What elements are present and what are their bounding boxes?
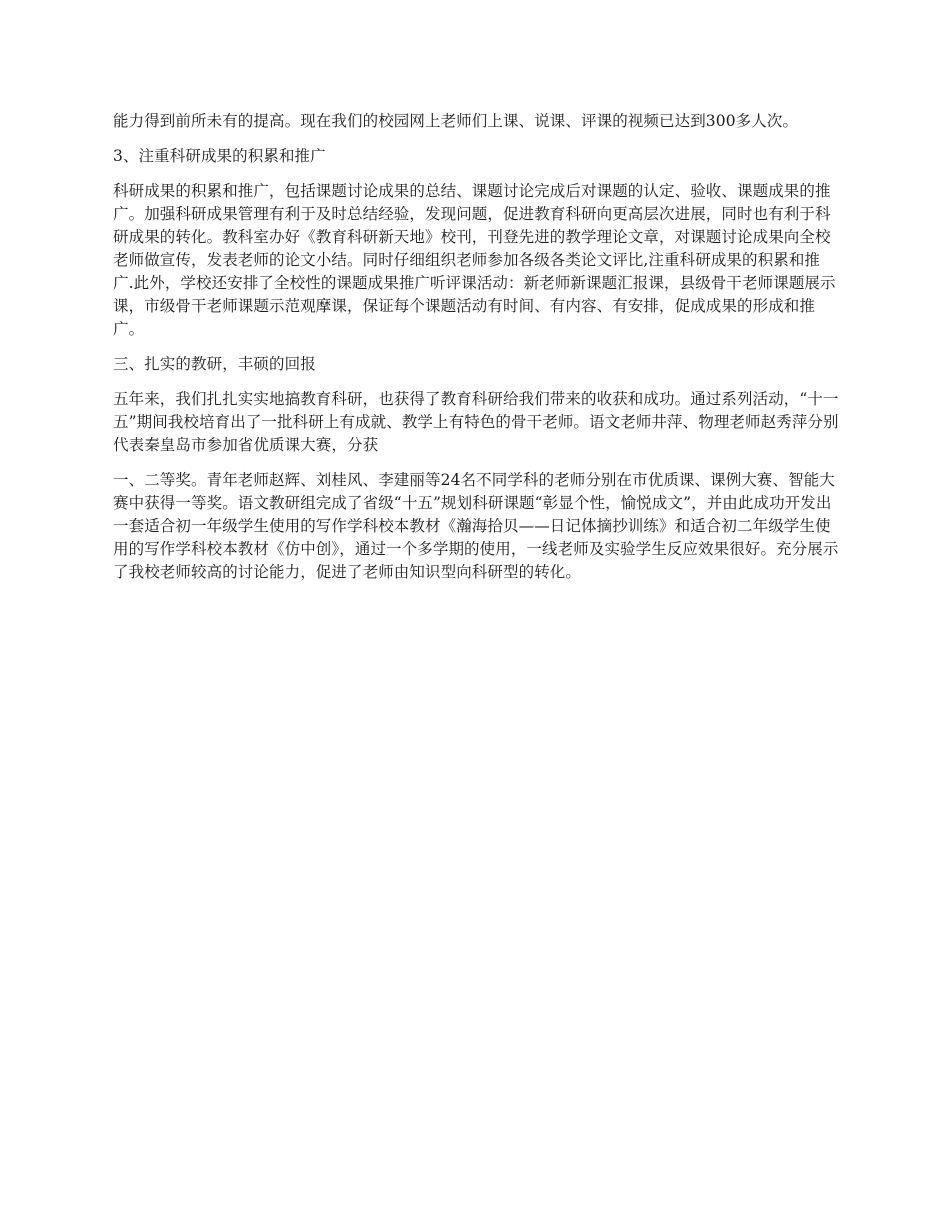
- document-page: [113, 110, 840, 596]
- paragraph-awards: 一、二等奖。青年老师赵辉、刘桂风、李建丽等24名不同学科的老师分别在市优质课、课例大赛、智能大赛中获得一等奖。语文教研组完成了省级“十五”规划科研课题“彰显个性，愉悦成文”，并由此成功开发出一套适合初一年级学生使用的写作学科校本教材《瀚海拾贝——日记体摘抄训练》和适合初二年级学生使用的写作学科校本教材《仿中创》，通过一个多学期的使用，一线老师及实验学生反应效果很好。充分展示了我校老师较高的讨论能力，促进了老师由知识型向科研型的转化。: [113, 471, 839, 581]
- section-heading-teaching-research: 三、扎实的教研，丰硕的回报: [113, 355, 316, 373]
- paragraph-five-years: 五年来，我们扎扎实实地搞教育科研，也获得了教育科研给我们带来的收获和成功。通过系列活动，“十一五”期间我校培育出了一批科研上有成就、教学上有特色的骨干老师。语文老师井萍、物理老师赵秀萍分别代表秦皇岛市参加省优质课大赛，分获: [113, 390, 839, 454]
- paragraph-research-results: 科研成果的积累和推广，包括课题讨论成果的总结、课题讨论完成后对课题的认定、验收、课题成果的推广。加强科研成果管理有利于及时总结经验，发现问题，促进教育科研向更高层次进展，同时也有利于科研成果的转化。教科室办好《教育科研新天地》校刊，刊登先进的教学理论文章，对课题讨论成果向全校老师做宣传，发表老师的论文小结。同时仔细组织老师参加各级各类论文评比,注重科研成果的积累和推广.此外，学校还安排了全校性的课题成果推广听评课活动：新老师新课题汇报课，县级骨干老师课题展示课，市级骨干老师课题示范观摩课，保证每个课题活动有时间、有内容、有安排，促成成果的形成和推广。: [113, 182, 836, 338]
- paragraph-video-count: 能力得到前所未有的提高。现在我们的校园网上老师们上课、说课、评课的视频已达到300多人次。: [113, 112, 799, 130]
- section-heading-research-results: 3、注重科研成果的积累和推广: [113, 147, 326, 165]
